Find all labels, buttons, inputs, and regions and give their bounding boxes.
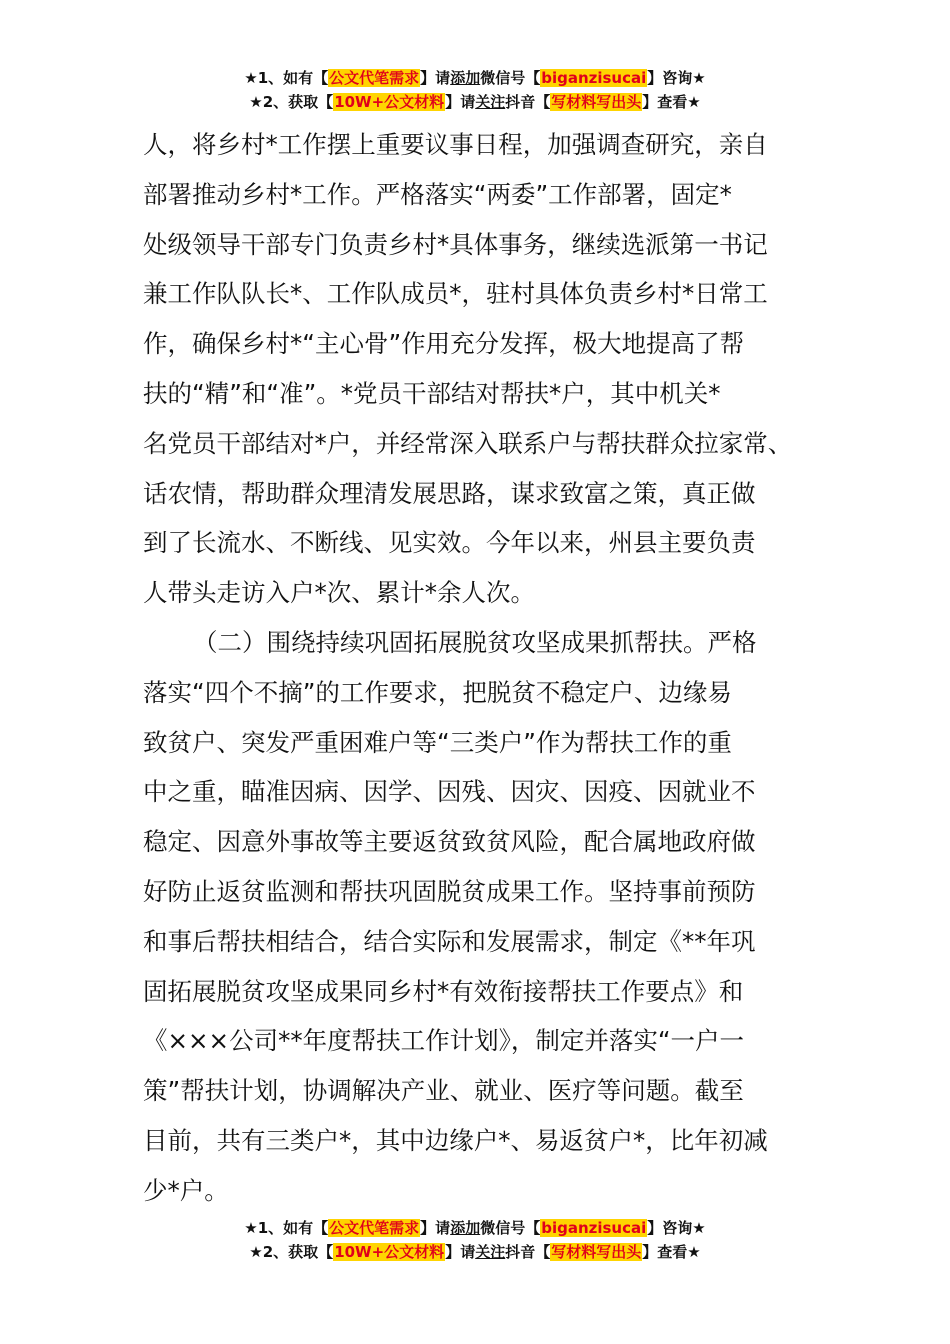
text-line: 少*户。 (143, 1175, 229, 1205)
banner-text: 】查看★ (642, 93, 701, 111)
text-line: 好防止返贫监测和帮扶巩固脱贫成果工作。坚持事前预防 (143, 876, 756, 906)
text-line: 作，确保乡村*“主心骨”作用充分发挥，极大地提高了帮 (143, 329, 745, 359)
banner-text: ★2、获取【 (249, 93, 334, 111)
banner-text: 】请 (420, 1219, 451, 1237)
banner-text: 抖音【 (505, 93, 551, 111)
text-line: 扶的“精”和“准”。*党员干部结对帮扶*户，其中机关* (143, 378, 721, 408)
text-line: 稳定、因意外事故等主要返贫致贫风险，配合属地政府做 (143, 827, 756, 857)
text-line: 部署推动乡村*工作。严格落实“两委”工作部署，固定* (143, 179, 732, 209)
text-line: 人，将乡村*工作摆上重要议事日程，加强调查研究，亲自 (143, 130, 768, 159)
banner-underlined-text: 关注 (475, 93, 506, 111)
banner-text: ★1、如有【 (244, 69, 329, 87)
text-line: 话农情，帮助群众理清发展思路，谋求致富之策，真正做 (143, 478, 756, 508)
banner-text: 】请 (445, 1243, 476, 1261)
highlight-materials: 10W+公文材料 (334, 1243, 445, 1261)
banner-text: 微信号【 (480, 1219, 541, 1237)
footer-banner (0, 1216, 950, 1264)
banner-text: 抖音【 (505, 1243, 551, 1261)
banner-text: 】查看★ (642, 1243, 701, 1261)
highlight-wechat-id: biganzisucai (541, 69, 647, 87)
header-banner (0, 66, 950, 114)
banner-text: 】请 (420, 69, 451, 87)
highlight-wechat-id: biganzisucai (541, 1219, 647, 1237)
banner-text: 】咨询★ (647, 69, 706, 87)
banner-line-2 (0, 90, 950, 114)
text-line: 和事后帮扶相结合，结合实际和发展需求，制定《**年巩 (143, 926, 756, 956)
highlight-service: 公文代笔需求 (329, 1219, 420, 1237)
banner-line-2 (0, 1240, 950, 1264)
text-line: 兼工作队队长*、工作队成员*，驻村具体负责乡村*日常工 (143, 279, 768, 309)
text-line: 名党员干部结对*户，并经常深入联系户与帮扶群众拉家常、 (143, 428, 793, 458)
highlight-service: 公文代笔需求 (329, 69, 420, 87)
text-line: 策”帮扶计划，协调解决产业、就业、医疗等问题。截至 (143, 1076, 744, 1106)
text-line: 致贫户、突发严重困难户等“三类户”作为帮扶工作的重 (143, 727, 732, 757)
banner-text: 】请 (445, 93, 476, 111)
text-line: 目前，共有三类户*，其中边缘户*、易返贫户*，比年初减 (143, 1125, 768, 1155)
banner-line-1 (0, 66, 950, 90)
banner-text: ★1、如有【 (244, 1219, 329, 1237)
text-line: 中之重，瞄准因病、因学、因残、因灾、因疫、因就业不 (143, 777, 756, 807)
text-line: 到了长流水、不断线、见实效。今年以来，州县主要负责 (143, 528, 756, 558)
banner-line-1 (0, 1216, 950, 1240)
banner-underlined-text: 添加 (450, 69, 481, 87)
banner-text: 微信号【 (480, 69, 541, 87)
text-line: 落实“四个不摘”的工作要求，把脱贫不稳定户、边缘易 (143, 677, 732, 707)
highlight-materials: 10W+公文材料 (334, 93, 445, 111)
highlight-douyin-account: 写材料写出头 (551, 1243, 642, 1261)
text-line: 《×××公司**年度帮扶工作计划》，制定并落实“一户一 (143, 1026, 745, 1056)
text-line: 人带头走访入户*次、累计*余人次。 (143, 578, 535, 608)
banner-text: ★2、获取【 (249, 1243, 334, 1261)
banner-text: 】咨询★ (647, 1219, 706, 1237)
highlight-douyin-account: 写材料写出头 (551, 93, 642, 111)
banner-underlined-text: 添加 (450, 1219, 481, 1237)
text-line: 处级领导干部专门负责乡村*具体事务，继续选派第一书记 (143, 229, 768, 259)
section-heading-line: （二）围绕持续巩固拓展脱贫攻坚成果抓帮扶。严格 (193, 627, 757, 657)
document-body (143, 120, 803, 1216)
banner-underlined-text: 关注 (475, 1243, 506, 1261)
text-line: 固拓展脱贫攻坚成果同乡村*有效衔接帮扶工作要点》和 (143, 976, 744, 1006)
